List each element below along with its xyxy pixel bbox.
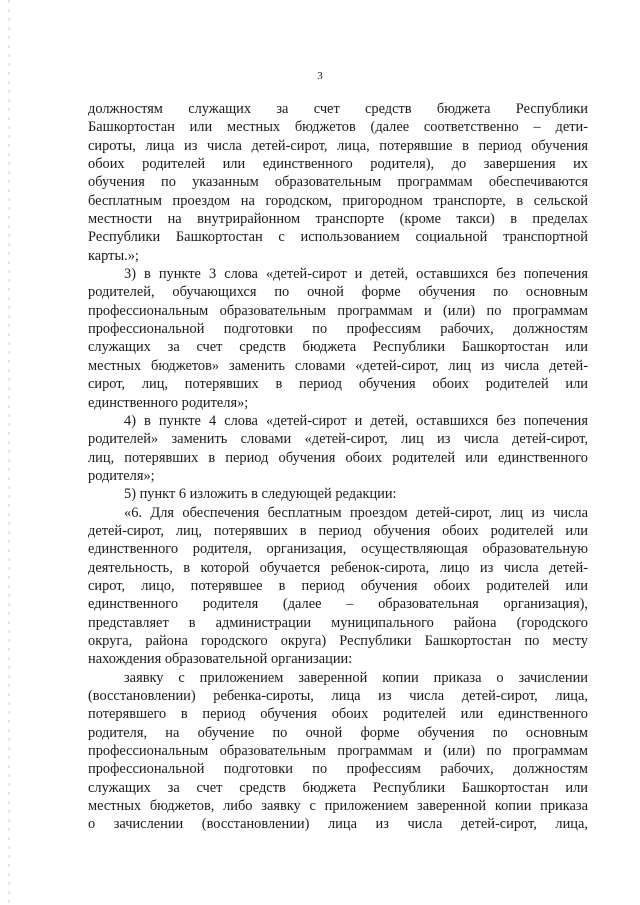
document-body	[88, 100, 588, 834]
text-line: профессиональным образовательным программам и (или) по программам	[88, 302, 588, 319]
text-line: родителей, обучающихся по очной форме обучения по основным	[88, 284, 588, 301]
text-line: лиц, потерявших в период обучения обоих родителей или единственного	[88, 449, 588, 466]
text-line: заявку с приложением заверенной копии приказа о зачислении	[124, 669, 588, 686]
text-line: местных бюджетов, либо заявку с приложением заверенной копии приказа	[88, 798, 588, 815]
text-line: бесплатным проездом на городском, пригородном транспорте, в сельской	[88, 192, 588, 209]
text-line: детей-сирот, лиц, потерявших в период обучения обоих родителей или	[88, 522, 588, 539]
text-line: обоих родителей или единственного родителя), до завершения их	[88, 156, 588, 173]
text-line: единственного родителя (далее – образовательная организация),	[88, 596, 588, 613]
text-line: профессиональной подготовки по профессиям рабочих, должностям	[88, 321, 588, 338]
scan-edge-artifact	[8, 0, 10, 905]
text-line: нахождения образовательной организации:	[88, 651, 353, 668]
text-line: 5) пункт 6 изложить в следующей редакции:	[124, 486, 397, 503]
text-line: единственного родителя»;	[88, 394, 249, 411]
text-line: сирот, лиц, потерявших в период обучения обоих родителей или	[88, 376, 588, 393]
text-line: округа, района городского округа) Республики Башкортостан по месту	[88, 632, 588, 649]
text-line: 3) в пункте 3 слова «детей-сирот и детей, оставшихся без попечения	[124, 266, 588, 283]
text-line: представляет в администрации муниципального района (городского	[88, 614, 588, 631]
page-number: 3	[317, 70, 323, 82]
text-line: местности на внутрирайонном транспорте (кроме такси) в пределах	[88, 211, 588, 228]
text-line: Республики Башкортостан с использованием социальной транспортной	[88, 229, 588, 246]
text-line: служащих за счет средств бюджета Республики Башкортостан или	[88, 779, 588, 796]
text-line: о зачислении (восстановлении) лица из числа детей-сирот, лица,	[88, 816, 588, 833]
text-line: профессиональной подготовки по профессиям рабочих, должностям	[88, 761, 588, 778]
text-line: деятельность, в которой обучается ребенок-сирота, лицо из числа детей-	[88, 559, 588, 576]
text-line: «6. Для обеспечения бесплатным проездом детей-сирот, лиц из числа	[124, 504, 588, 521]
text-line: сирот, лицо, потерявшее в период обучения обоих родителей или	[88, 577, 588, 594]
text-line: профессиональным образовательным программам и (или) по программам	[88, 743, 588, 760]
text-line: служащих за счет средств бюджета Республики Башкортостан или	[88, 339, 588, 356]
text-line: сироты, лица из числа детей-сирот, лица, потерявшие в период обучения	[88, 137, 588, 154]
text-line: родителя»;	[88, 467, 155, 484]
text-line: карты.»;	[88, 247, 139, 264]
text-line: 4) в пункте 4 слова «детей-сирот и детей, оставшихся без попечения	[124, 412, 588, 429]
text-line: Башкортостан или местных бюджетов (далее соответственно – дети-	[88, 119, 588, 136]
text-line: родителей» заменить словами «детей-сирот, лиц из числа детей-сирот,	[88, 431, 588, 448]
text-line: (восстановлении) ребенка-сироты, лица из числа детей-сирот, лица,	[88, 688, 588, 704]
text-line: единственного родителя, организация, осуществляющая образовательную	[88, 541, 588, 558]
text-line: должностям служащих за счет средств бюджета Республики	[88, 101, 588, 117]
text-line: потерявшего в период обучения обоих родителей или единственного	[88, 706, 588, 723]
text-line: местных бюджетов» заменить словами «детей-сирот, лиц из числа детей-	[88, 357, 588, 374]
text-line: обучения по указанным образовательным программам обеспечиваются	[88, 174, 588, 191]
text-line: родителя, на обучение по очной форме обучения по основным	[88, 724, 588, 741]
